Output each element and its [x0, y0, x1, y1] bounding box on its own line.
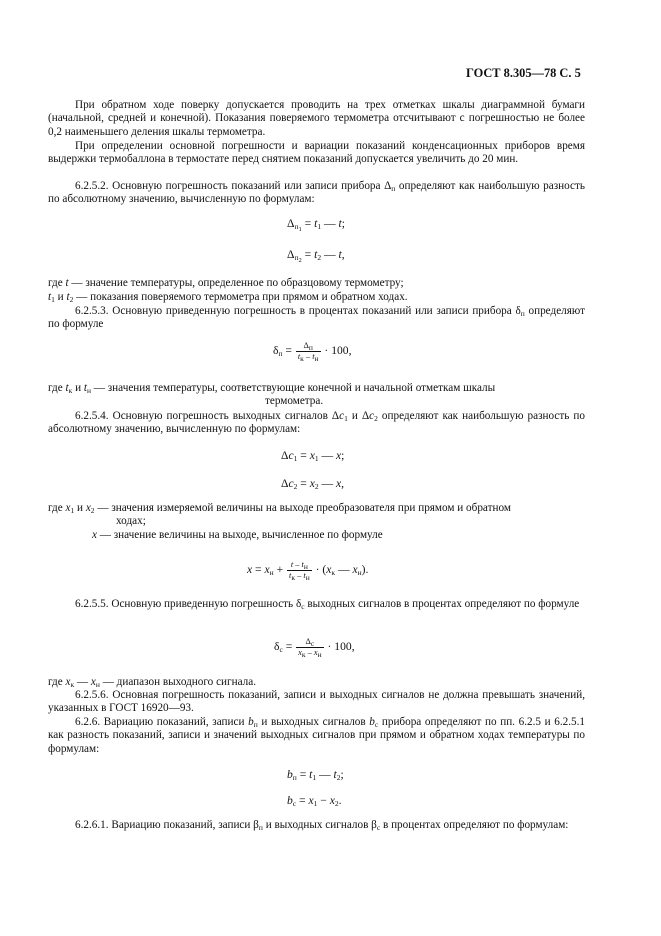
paragraph-6-2-6-1: 6.2.6.1. Вариацию показаний, записи $\beta_п$ и выходных сигналов $\beta_c$ в процентах определяют по формулам: — [75, 819, 569, 832]
where-t: где t — значение температуры, определенное по образцовому термометру; — [48, 277, 404, 289]
where-x: x — значение величины на выходе, вычисленное по формуле — [92, 529, 383, 541]
paragraph-6-2-5-3: 6.2.5.3. Основную приведенную погрешность в процентах показаний или записи прибора $\delta_п$ определяют по формуле — [48, 305, 585, 331]
paragraph-6-2-5-5: 6.2.5.5. Основную приведенную погрешность $\delta_c$ выходных сигналов в процентах определяют по формуле — [75, 598, 580, 611]
formula-delta-n2: $\Delta_{п_2} = t_2$ — t, — [287, 248, 345, 264]
paragraph-condensation-devices: При определении основной погрешности и вариации показаний конденсационных приборов время выдержки термобаллона в термостате перед снятием показаний допускается увеличить до 20 мин. — [48, 140, 585, 166]
fraction: $\frac{t - t_н}{t_к - t_н}$ — [289, 560, 310, 582]
formula-delta-c2: $\Delta c_2 = x_2$ — x, — [281, 477, 345, 491]
paragraph-reverse-check: При обратном ходе поверку допускается проводить на трех отметках шкалы диаграммной бумаги (начальной, средней и конечной). Показания поверяемого термометра отсчитывают с погрешностью не более 0,2 наименьшего деления шкалы термометра. — [48, 99, 585, 138]
formula-delta-c1: $\Delta c_1 = x_1$ — x; — [281, 449, 345, 463]
paragraph-6-2-5-6: 6.2.5.6. Основная погрешность показаний, записи и выходных сигналов не должна превышать значений, указанных в ГОСТ 16920—93. — [48, 689, 585, 715]
formula-delta-reduced-c: $\delta_c$ = $\frac{\Delta_c}{x_к - x_н}$ · 100, — [274, 637, 355, 659]
page-header: ГОСТ 8.305—78 С. 5 — [466, 66, 581, 80]
where-xk-xn: где $x_к$ — $x_н$ — диапазон выходного сигнала. — [48, 676, 257, 689]
formula-delta-reduced-n: $\delta_п$ = $\frac{\Delta_п}{t_к - t_н}$ · 100, — [273, 341, 352, 363]
paragraph-6-2-5-4: 6.2.5.4. Основную погрешность выходных сигналов $\Delta c_1$ и $\Delta c_2$ определяют как наибольшую разность по абсолютному значению, вычисленную по формулам: — [48, 410, 585, 436]
formula-x: $x = x_н$ + $\frac{t - t_н}{t_к - t_н}$ · ($x_к$ — $x_н$). — [247, 560, 369, 582]
formula-b-n: $b_п = t_1$ — $t_2$; — [287, 768, 344, 782]
paragraph-6-2-5-2: 6.2.5.2. Основную погрешность показаний или записи прибора $\Delta_п$ определяют как наибольшую разность по абсолютному значению, вычисленную по формулам: — [48, 180, 585, 206]
paragraph-6-2-6: 6.2.6. Вариацию показаний, записи $b_п$ и выходных сигналов $b_c$ прибора определяют по пп. 6.2.5 и 6.2.5.1 как разность показаний, записи и значений выходных сигналов при прямом и обратном ходах температуры по формулам: — [48, 716, 585, 755]
formula-b-c: $b_c = x_1 - x_2$. — [287, 794, 342, 808]
fraction: $\frac{\Delta_c}{x_к - x_н}$ — [298, 637, 322, 659]
where-t1-t2: $t_1$ и $t_2$ — показания поверяемого термометра при прямом и обратном ходах. — [48, 291, 408, 304]
fraction: $\frac{\Delta_п}{t_к - t_н}$ — [297, 341, 319, 363]
formula-delta-n1: $\Delta_{п_1} = t_1$ — t; — [287, 217, 345, 233]
where-tk-tn: где $t_к$ и $t_н$ — значения температуры, соответствующие конечной и начальной отметкам шкалы термометра. — [48, 382, 496, 408]
where-x1-x2: где $x_1$ и $x_2$ — значения измеряемой величины на выходе преобразователя при прямом и обратном ходах; — [48, 502, 511, 528]
